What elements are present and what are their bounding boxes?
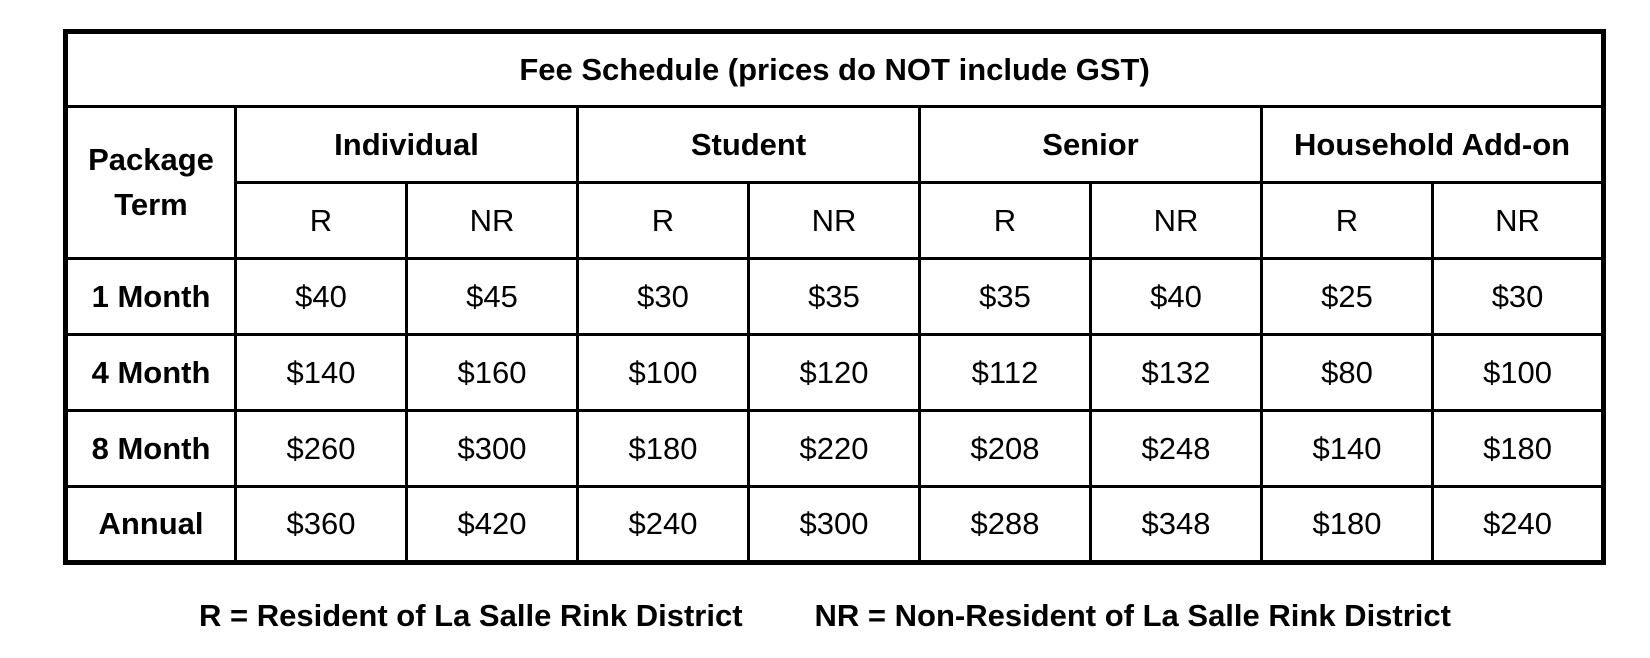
legend [0, 598, 1650, 634]
price-cell: $180 [1433, 411, 1604, 487]
subheader-cell: NR [407, 183, 578, 259]
price-cell: $288 [920, 487, 1091, 563]
group-header-senior: Senior [920, 107, 1262, 183]
price-cell: $420 [407, 487, 578, 563]
price-cell: $140 [236, 335, 407, 411]
legend-resident: R = Resident of La Salle Rink District [199, 598, 743, 633]
fee-schedule-table [63, 29, 1606, 565]
row-label: 1 Month [66, 259, 236, 335]
table-title: Fee Schedule (prices do NOT include GST) [66, 32, 1604, 107]
price-cell: $360 [236, 487, 407, 563]
table-row [66, 335, 1604, 411]
price-cell: $300 [407, 411, 578, 487]
price-cell: $240 [578, 487, 749, 563]
group-header-individual: Individual [236, 107, 578, 183]
price-cell: $100 [578, 335, 749, 411]
price-cell: $30 [1433, 259, 1604, 335]
table-row [66, 487, 1604, 563]
subheader-cell: NR [1433, 183, 1604, 259]
price-cell: $180 [578, 411, 749, 487]
price-cell: $35 [749, 259, 920, 335]
price-cell: $30 [578, 259, 749, 335]
subheader-cell: NR [1091, 183, 1262, 259]
subheader-cell: NR [749, 183, 920, 259]
price-cell: $300 [749, 487, 920, 563]
price-cell: $40 [236, 259, 407, 335]
legend-non-resident: NR = Non-Resident of La Salle Rink District [814, 598, 1451, 633]
price-cell: $25 [1262, 259, 1433, 335]
price-cell: $240 [1433, 487, 1604, 563]
price-cell: $260 [236, 411, 407, 487]
subheader-cell: R [920, 183, 1091, 259]
row-label: 8 Month [66, 411, 236, 487]
subheader-cell: R [1262, 183, 1433, 259]
price-cell: $348 [1091, 487, 1262, 563]
package-term-header [66, 107, 236, 259]
price-cell: $180 [1262, 487, 1433, 563]
subheader-cell: R [578, 183, 749, 259]
table-row [66, 259, 1604, 335]
table-row [66, 411, 1604, 487]
subheader-row [66, 183, 1604, 259]
price-cell: $112 [920, 335, 1091, 411]
price-cell: $80 [1262, 335, 1433, 411]
group-header-student: Student [578, 107, 920, 183]
price-cell: $40 [1091, 259, 1262, 335]
price-cell: $45 [407, 259, 578, 335]
row-label: Annual [66, 487, 236, 563]
price-cell: $35 [920, 259, 1091, 335]
row-label: 4 Month [66, 335, 236, 411]
price-cell: $100 [1433, 335, 1604, 411]
subheader-cell: R [236, 183, 407, 259]
price-cell: $160 [407, 335, 578, 411]
price-cell: $220 [749, 411, 920, 487]
group-header-household: Household Add-on [1262, 107, 1604, 183]
price-cell: $208 [920, 411, 1091, 487]
price-cell: $248 [1091, 411, 1262, 487]
price-cell: $132 [1091, 335, 1262, 411]
package-term-label: Package Term [88, 141, 214, 222]
price-cell: $140 [1262, 411, 1433, 487]
price-cell: $120 [749, 335, 920, 411]
